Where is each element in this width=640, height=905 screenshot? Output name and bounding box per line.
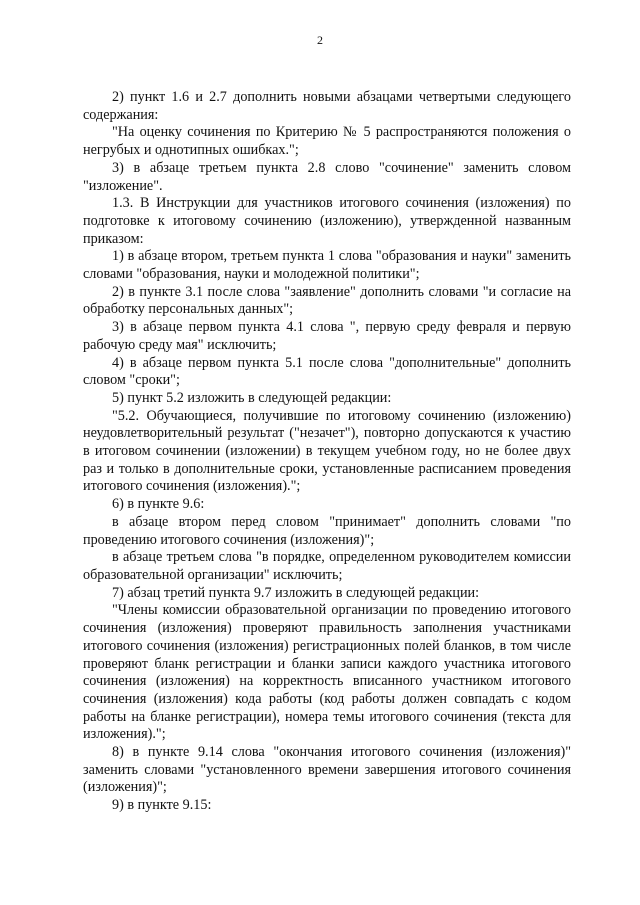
paragraph: 9) в пункте 9.15: bbox=[112, 797, 212, 814]
paragraph: 5) пункт 5.2 изложить в следующей редакции: bbox=[112, 389, 392, 406]
paragraph: 3) в абзаце третьем пункта 2.8 слово "сочинение" заменить словом "изложение". bbox=[83, 159, 571, 194]
paragraph: 6) в пункте 9.6: bbox=[112, 496, 205, 513]
paragraph: 1) в абзаце втором, третьем пункта 1 слова "образования и науки" заменить словами "образования, науки и молодежной политики"; bbox=[83, 248, 571, 283]
document-body bbox=[83, 89, 571, 815]
paragraph: "На оценку сочинения по Критерию № 5 распространяются положения о негрубых и однотипных ошибках."; bbox=[83, 124, 571, 159]
paragraph: "5.2. Обучающиеся, получившие по итоговому сочинению (изложению) неудовлетворительный результат ("незачет"), повторно допускаются к участию в итоговом сочинении (изложении) в текущем учебном году, но не более двух раз и только в дополнительные сроки, установленные расписанием проведения итогового сочинения (изложения)."; bbox=[83, 407, 571, 495]
paragraph: 4) в абзаце первом пункта 5.1 после слова "дополнительные" дополнить словом "сроки"; bbox=[83, 354, 571, 389]
paragraph: в абзаце втором перед словом "принимает" дополнить словами "по проведению итогового сочинения (изложения)"; bbox=[83, 513, 571, 548]
paragraph: 8) в пункте 9.14 слова "окончания итогового сочинения (изложения)" заменить словами "установленного времени завершения итогового сочинения (изложения)"; bbox=[83, 744, 571, 796]
paragraph: 3) в абзаце первом пункта 4.1 слова ", первую среду февраля и первую рабочую среду мая" исключить; bbox=[83, 319, 571, 353]
paragraph: 2) в пункте 3.1 после слова "заявление" дополнить словами "и согласие на обработку персональных данных"; bbox=[83, 283, 571, 318]
paragraph: "Члены комиссии образовательной организации по проведению итогового сочинения (изложения) проверяют правильность заполнения участниками итогового сочинения (изложения) регистрационных полей бланков, в том числе проверяют бланк регистрации и бланки записи каждого участника итогового сочинения (изложения) на корректность вписанного участником итогового сочинения (изложения) кода работы (код работы должен совпадать с кодом работы на бланке регистрации), номера темы итогового сочинения (текста для изложения)."; bbox=[83, 602, 571, 743]
paragraph: 2) пункт 1.6 и 2.7 дополнить новыми абзацами четвертыми следующего содержания: bbox=[83, 89, 571, 123]
paragraph: 7) абзац третий пункта 9.7 изложить в следующей редакции: bbox=[112, 584, 480, 601]
paragraph: в абзаце третьем слова "в порядке, определенном руководителем комиссии образовательной организации" исключить; bbox=[83, 549, 571, 583]
paragraph: 1.3. В Инструкции для участников итогового сочинения (изложения) по подготовке к итоговому сочинению (изложению), утвержденной названным приказом: bbox=[83, 195, 571, 247]
page-number: 2 bbox=[317, 33, 323, 47]
